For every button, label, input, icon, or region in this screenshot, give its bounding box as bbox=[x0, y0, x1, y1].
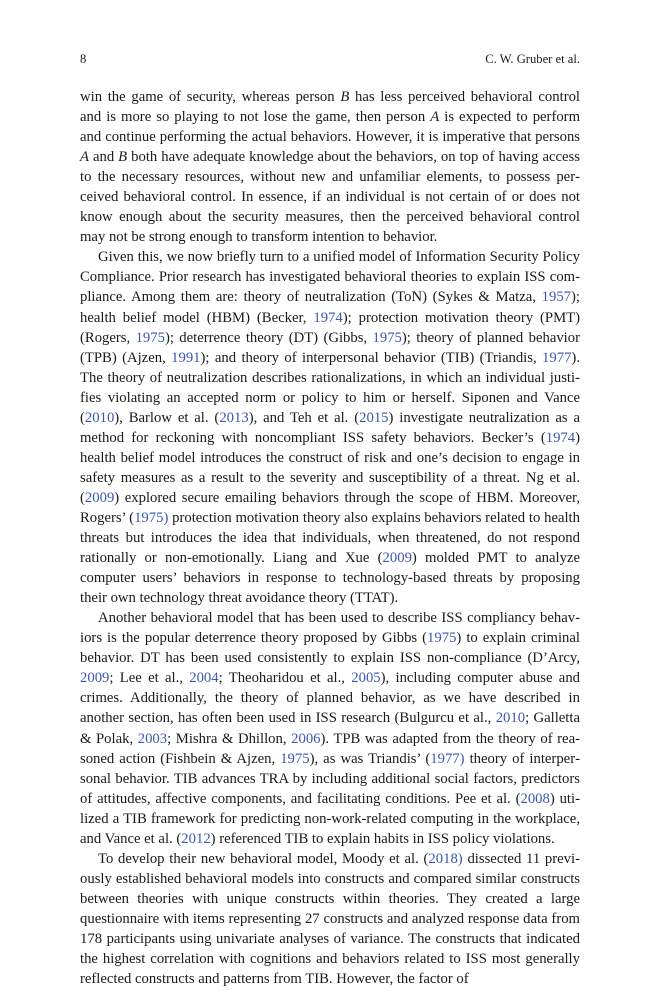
text-run: ; Lee et al., bbox=[109, 670, 190, 687]
text-run: ). TPB was adapted from the theory of reasoned action (Fishbein & Ajzen, bbox=[80, 730, 581, 767]
text-run: has less perceived behavioral control and is more so playing to not lose the game, then person bbox=[80, 89, 581, 126]
citation-link[interactable]: 1977) bbox=[430, 750, 465, 767]
citation-link[interactable]: 1975 bbox=[372, 329, 402, 346]
text-run: and bbox=[88, 149, 119, 166]
text-run: To develop their new behavioral model, Moody et al. ( bbox=[98, 850, 429, 867]
text-run: ) explored secure emailing behaviors through the scope of HBM. Moreover, Rogers’ ( bbox=[80, 489, 580, 526]
text-run: ) utilized a TIB framework for predicting non-work-related computing in the workplace, and Vance et al. ( bbox=[80, 790, 580, 847]
citation-link[interactable]: 1977 bbox=[542, 349, 572, 366]
text-run: theory of interpersonal behavior. TIB advances TRA by including additional social factors, predictors of attitudes, affective components, and facilitating conditions. Pee et al. ( bbox=[80, 750, 580, 807]
text-run: ); protection motivation theory (PMT) (Rogers, bbox=[80, 309, 581, 346]
citation-link[interactable]: 2009 bbox=[80, 670, 110, 687]
text-run: Another behavioral model that has been used to describe ISS compliancy behaviors is the popular deterrence theory proposed by Gibbs ( bbox=[80, 610, 580, 647]
citation-link[interactable]: 2010 bbox=[495, 710, 526, 727]
text-run: ) to explain criminal behavior. DT has been used consistently to explain ISS non-compliance (D’Arcy, bbox=[80, 630, 580, 667]
citation-link[interactable]: 1991 bbox=[171, 349, 201, 366]
citation-link[interactable]: 1975) bbox=[134, 509, 169, 526]
citation-link[interactable]: 1974 bbox=[545, 429, 576, 446]
text-run: ) molded PMT to analyze computer users’ behaviors in response to technology-based threats by proposing their own technology threat avoidance theory (TTAT). bbox=[80, 550, 580, 607]
citation-link[interactable]: 2004 bbox=[189, 670, 219, 687]
paragraph-1 bbox=[80, 87, 580, 247]
text-run: ); deterrence theory (DT) (Gibbs, bbox=[164, 329, 373, 346]
citation-link[interactable]: 2006 bbox=[291, 730, 321, 747]
italic-variable: A bbox=[80, 149, 89, 166]
citation-link[interactable]: 2003 bbox=[137, 730, 168, 747]
citation-link[interactable]: 1974 bbox=[313, 309, 343, 326]
text-run: ; Galletta & Polak, bbox=[80, 710, 580, 747]
italic-variable: A bbox=[430, 109, 440, 126]
citation-link[interactable]: 2010 bbox=[84, 409, 115, 426]
citation-link[interactable]: 1975 bbox=[135, 329, 165, 346]
citation-link[interactable]: 2012 bbox=[181, 830, 211, 847]
text-run: ) referenced TIB to explain habits in ISS policy violations. bbox=[210, 830, 555, 847]
citation-link[interactable]: 1975 bbox=[280, 750, 310, 767]
text-run: ); theory of planned behavior (TPB) (Ajzen, bbox=[80, 329, 581, 366]
text-run: ; Theoharidou et al., bbox=[218, 670, 352, 687]
text-run: win the game of security, whereas person bbox=[80, 89, 341, 105]
citation-link[interactable]: 2013 bbox=[219, 409, 249, 426]
text-run: Given this, we now briefly turn to a unified model of Information Security Policy Compliance. Prior research has investigated behavioral theories to explain ISS compliance. Among them are: theory of neutralization (ToN) (Sykes & Matza, bbox=[80, 249, 580, 306]
citation-link[interactable]: 2009 bbox=[382, 550, 412, 567]
text-run: protection motivation theory also explains behaviors related to health threats but introduces the idea that individuals, when threatened, do not respond rationally or non-emotionally. Liang and Xue ( bbox=[80, 509, 580, 567]
italic-variable: B bbox=[340, 89, 350, 105]
citation-link[interactable]: 2009 bbox=[84, 489, 115, 506]
page-number: 8 bbox=[80, 52, 87, 66]
text-run: dissected 11 previously established behavioral models into constructs and compared similar constructs between theories with unique constructs within theories. They created a large questionnaire with items representing 27 constructs and analyzed response data from 178 participants using univariate analyses of variance. The constructs that indicated the highest correlation with cognitions and behaviors related to ISS most generally reflected constructs and patterns from TIB. However, the factor of bbox=[80, 850, 580, 988]
citation-link[interactable]: 2015 bbox=[359, 409, 389, 426]
paragraph-2 bbox=[80, 247, 580, 608]
text-run: is expected to perform and continue performing the actual behaviors. However, it is imperative that persons bbox=[80, 109, 581, 146]
text-run: ; Mishra & Dhillon, bbox=[167, 730, 292, 747]
text-run: ), as was Triandis’ ( bbox=[309, 750, 431, 767]
text-run: ); and theory of interpersonal behavior (TIB) (Triandis, bbox=[200, 349, 543, 366]
text-run: both have adequate knowledge about the behaviors, on top of having access to the necessary resources, without new and unfamiliar elements, to possess perceived behavioral control. In essence, if an individual is not certain of or does not know enough about the security measures, then the perceived behavioral control may not be strong enough to transform intention to behavior. bbox=[80, 149, 580, 246]
italic-variable: B bbox=[118, 149, 128, 166]
text-run: ), including computer abuse and crimes. Additionally, the theory of planned behavior, as we have described in another section, has often been used in ISS research (Bulgurcu et al., bbox=[80, 670, 581, 727]
text-run: ). The theory of neutralization describes rationalizations, in which an individual justifies violating an accepted norm or policy to him or herself. Siponen and Vance ( bbox=[80, 349, 580, 426]
citation-link[interactable]: 2005 bbox=[351, 670, 381, 687]
body-text bbox=[80, 87, 580, 989]
text-run: ) health belief model introduces the construct of risk and one’s decision to engage in safety measures as a result to the severity and susceptibility of a threat. Ng et al. ( bbox=[80, 429, 580, 506]
text-run: ) investigate neutralization as a method for reckoning with noncompliant ISS safety behaviors. Becker’s ( bbox=[80, 409, 580, 446]
text-run: ); health belief model (HBM) (Becker, bbox=[80, 289, 580, 326]
paragraph-3 bbox=[80, 608, 580, 849]
citation-link[interactable]: 2008 bbox=[520, 790, 550, 807]
text-run: ), Barlow et al. ( bbox=[114, 409, 220, 426]
running-head-authors: C. W. Gruber et al. bbox=[485, 52, 580, 66]
citation-link[interactable]: 1975 bbox=[427, 630, 457, 647]
citation-link[interactable]: 1957 bbox=[541, 289, 572, 306]
paragraph-4 bbox=[80, 849, 580, 989]
citation-link[interactable]: 2018) bbox=[428, 850, 463, 867]
text-run: ), and Teh et al. ( bbox=[248, 409, 360, 426]
